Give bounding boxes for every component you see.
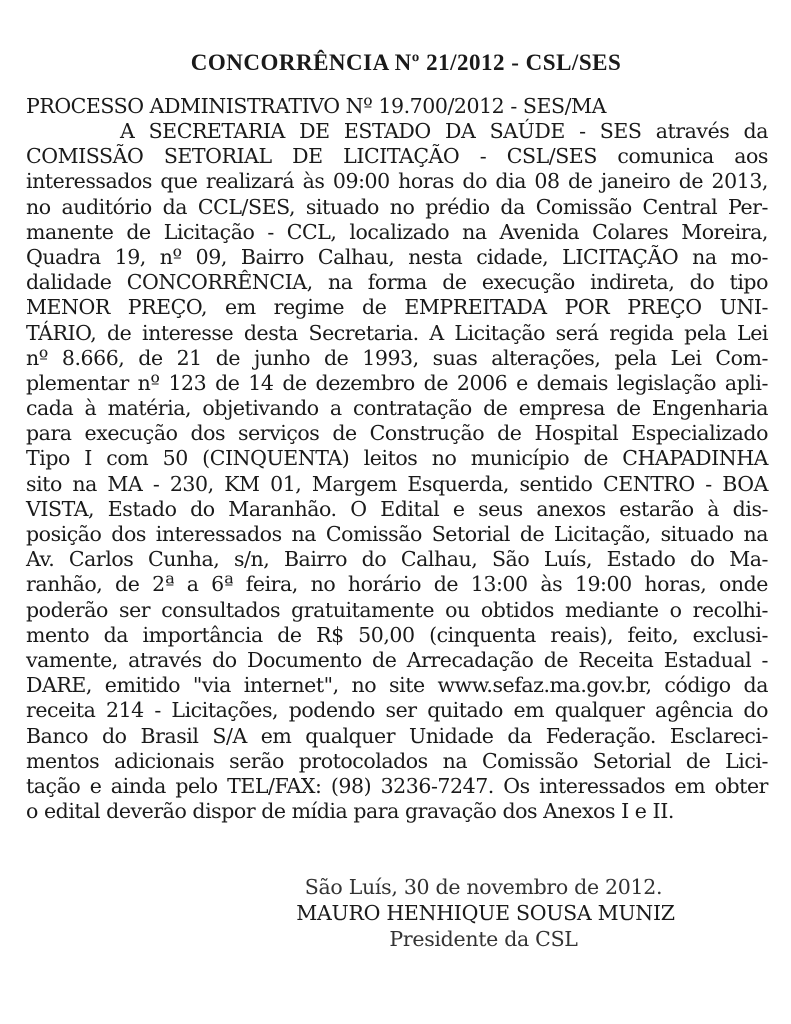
body-line: receita 214 - Licitações, podendo ser quitado em qualquer agência do [26,698,768,723]
body-line: A SECRETARIA DE ESTADO DA SAÚDE - SES através da [120,119,768,143]
body-line: plementar nº 123 de 14 de dezembro de 2006 e demais legislação apli- [26,370,768,395]
body-line: Tipo I com 50 (CINQUENTA) leitos no município de CHAPADINHA [26,446,768,471]
body-line: DARE, emitido "via internet", no site www.sefaz.ma.gov.br, código da [26,673,768,698]
process-number: PROCESSO ADMINISTRATIVO Nº 19.700/2012 - SES/MA [26,94,606,118]
body-line: ranhão, de 2ª a 6ª feira, no horário de 13:00 às 19:00 horas, onde [26,572,768,597]
notice-title: CONCORRÊNCIA Nº 21/2012 - CSL/SES [190,50,622,75]
body-line: nº 8.666, de 21 de junho de 1993, suas alterações, pela Lei Com- [26,345,768,370]
signature-date: São Luís, 30 de novembro de 2012. [304,875,663,899]
body-line: COMISSÃO SETORIAL DE LICITAÇÃO - CSL/SES comunica aos [26,144,768,169]
body-line: para execução dos serviços de Construção de Hospital Especializado [26,421,768,446]
body-line: mento da importância de R$ 50,00 (cinquenta reais), feito, exclusi- [26,622,768,647]
body-line: manente de Licitação - CCL, localizado na Avenida Colares Moreira, [26,219,768,244]
body-line: no auditório da CCL/SES, situado no prédio da Comissão Central Per- [26,194,768,219]
body-line: TÁRIO, de interesse desta Secretaria. A Licitação será regida pela Lei [26,320,768,345]
body-line: poderão ser consultados gratuitamente ou obtidos mediante o recolhi- [26,597,768,622]
body-line: o edital deverão dispor de mídia para gravação dos Anexos I e II. [26,799,674,824]
body-line: cada à matéria, objetivando a contratação de empresa de Engenharia [26,396,768,421]
body-line: vamente, através do Documento de Arrecadação de Receita Estadual - [26,647,768,672]
body-line: interessados que realizará às 09:00 horas do dia 08 de janeiro de 2013, [26,169,768,194]
body-line: Quadra 19, nº 09, Bairro Calhau, nesta cidade, LICITAÇÃO na mo- [26,244,768,269]
body-line: dalidade CONCORRÊNCIA, na forma de execução indireta, do tipo [26,270,768,295]
notice-document [26,48,768,824]
notice-body [26,119,768,824]
body-line: tação e ainda pelo TEL/FAX: (98) 3236-7247. Os interessados em obter [26,773,768,798]
body-line: sito na MA - 230, KM 01, Margem Esquerda, sentido CENTRO - BOA [26,471,768,496]
body-line: Banco do Brasil S/A em qualquer Unidade da Federação. Esclareci- [26,723,768,748]
body-line: posição dos interessados na Comissão Setorial de Licitação, situado na [26,522,768,546]
body-line: Av. Carlos Cunha, s/n, Bairro do Calhau, São Luís, Estado do Ma- [26,547,768,572]
signatory-role: Presidente da CSL [389,927,578,951]
body-line: mentos adicionais serão protocolados na Comissão Setorial de Lici- [26,748,768,773]
body-line: VISTA, Estado do Maranhão. O Edital e seus anexos estarão à dis- [26,496,768,521]
signatory-name: MAURO HENHIQUE SOUSA MUNIZ [296,901,675,925]
signature-block [0,874,791,952]
body-line: MENOR PREÇO, em regime de EMPREITADA POR PREÇO UNI- [26,295,768,320]
